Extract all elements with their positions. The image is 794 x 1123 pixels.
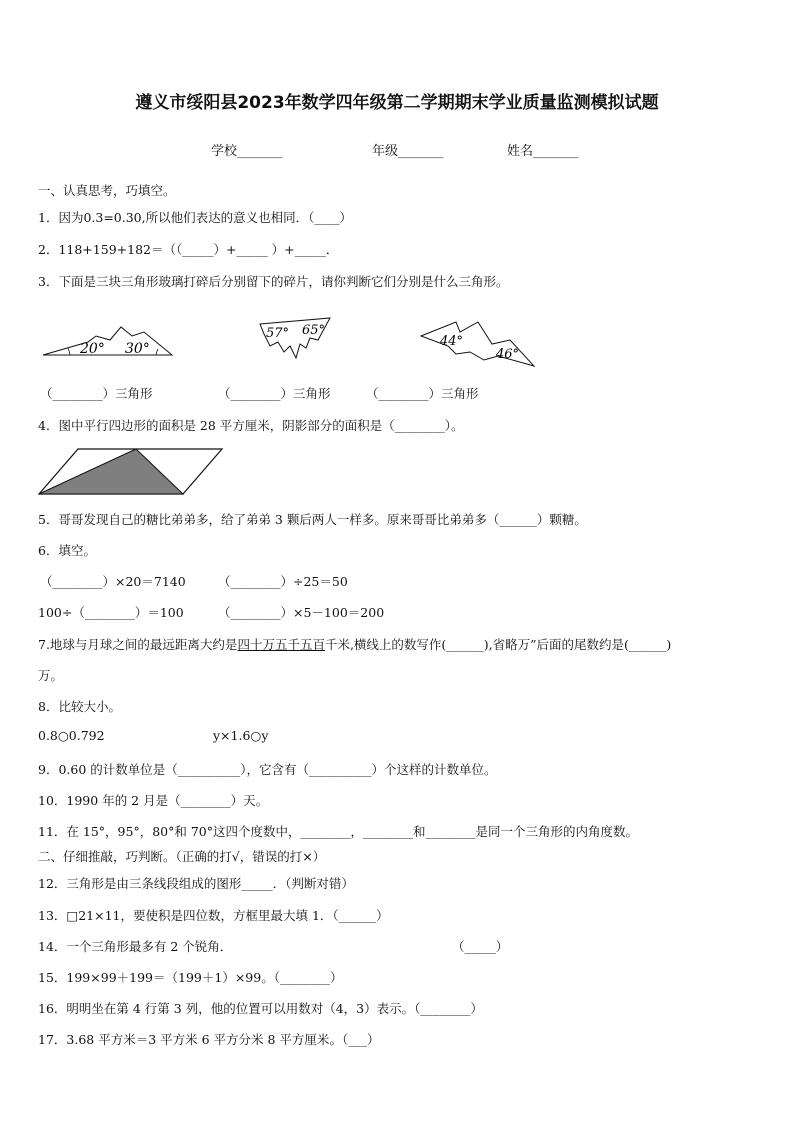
grade-field: 年级_______: [372, 144, 444, 159]
school-field: 学校_______: [211, 144, 283, 159]
question-7: [38, 635, 671, 653]
angle-label-30: 30°: [125, 341, 150, 357]
triangle-fragment-1: [40, 322, 180, 362]
question-8b: y×1.6○y: [213, 728, 269, 743]
angle-label-20: 20°: [80, 341, 105, 357]
section-1-heading: 一、认真思考，巧填空。: [38, 183, 176, 198]
q3-answer-3: （________）三角形: [366, 386, 479, 401]
angle-label-57: 57°: [266, 326, 290, 341]
page-title: 遵义市绥阳县2023年数学四年级第二学期期末学业质量监测模拟试题: [135, 93, 659, 113]
question-12: 12．三角形是由三条线段组成的图形_____．（判断对错）: [38, 876, 354, 891]
question-10: 10．1990 年的 2 月是（________）天。: [38, 793, 269, 808]
angle-label-44: 44°: [440, 334, 464, 349]
question-14-blank: （_____）: [452, 939, 509, 954]
question-9: 9．0.60 的计数单位是（__________），它含有（__________）个这样的计数单位。: [38, 762, 497, 777]
triangle-fragment-3: [418, 316, 540, 370]
question-6a: （________）×20＝7140: [40, 574, 186, 589]
question-17: 17．3.68 平方米＝3 平方米 6 平方分米 8 平方厘米。（___）: [38, 1032, 380, 1047]
question-15: 15．199×99＋199＝（199＋1）×99。（________）: [38, 970, 343, 985]
question-8: 8．比较大小。: [38, 699, 121, 714]
question-6b: （________）÷25＝50: [218, 574, 348, 589]
angle-label-46: 46°: [496, 347, 520, 362]
question-6: 6．填空。: [38, 543, 96, 558]
section-2-heading: 二、仔细推敲，巧判断。（正确的打√，错误的打×）: [38, 849, 326, 864]
triangle-fragment-2: [258, 316, 334, 360]
q7-text-b: 千米,横线上的数写作(______),省略万”后面的尾数约是(______): [324, 637, 672, 652]
question-4: 4．图中平行四边形的面积是 28 平方厘米，阴影部分的面积是（________）。: [38, 418, 464, 433]
question-7-continued: 万。: [38, 668, 64, 683]
q7-underlined-number: 四十万五千五百: [237, 637, 325, 652]
question-6d: （________）×5－100＝200: [218, 605, 385, 620]
q3-answer-1: （________）三角形: [40, 386, 153, 401]
question-1: 1．因为0.3=0.30,所以他们表达的意义也相同．（____）: [38, 210, 352, 225]
question-11: 11．在 15°，95°，80°和 70°这四个度数中，________，________和________是同一个三角形的内角度数。: [38, 824, 638, 839]
q7-text-a: 7.地球与月球之间的最远距离大约是: [38, 637, 238, 652]
question-5: 5．哥哥发现自己的糖比弟弟多，给了弟弟 3 颗后两人一样多。原来哥哥比弟弟多（______）颗糖。: [38, 512, 587, 527]
question-16: 16．明明坐在第 4 行第 3 列，他的位置可以用数对（4，3）表示。（________）: [38, 1001, 483, 1016]
question-8a: 0.8○0.792: [38, 728, 105, 743]
question-14: 14．一个三角形最多有 2 个锐角．: [38, 939, 233, 954]
question-2: 2．118+159+182＝（（_____）+_____ ）+_____．: [38, 242, 339, 257]
parallelogram-figure: [36, 446, 226, 498]
angle-label-65: 65°: [302, 323, 326, 338]
q3-answer-2: （________）三角形: [218, 386, 331, 401]
question-6c: 100÷（________）＝100: [38, 605, 184, 620]
name-field: 姓名_______: [507, 144, 579, 159]
question-3: 3．下面是三块三角形玻璃打碎后分别留下的碎片，请你判断它们分别是什么三角形。: [38, 274, 509, 289]
question-13: 13．□21×11，要使积是四位数，方框里最大填 1．（______）: [38, 908, 389, 923]
